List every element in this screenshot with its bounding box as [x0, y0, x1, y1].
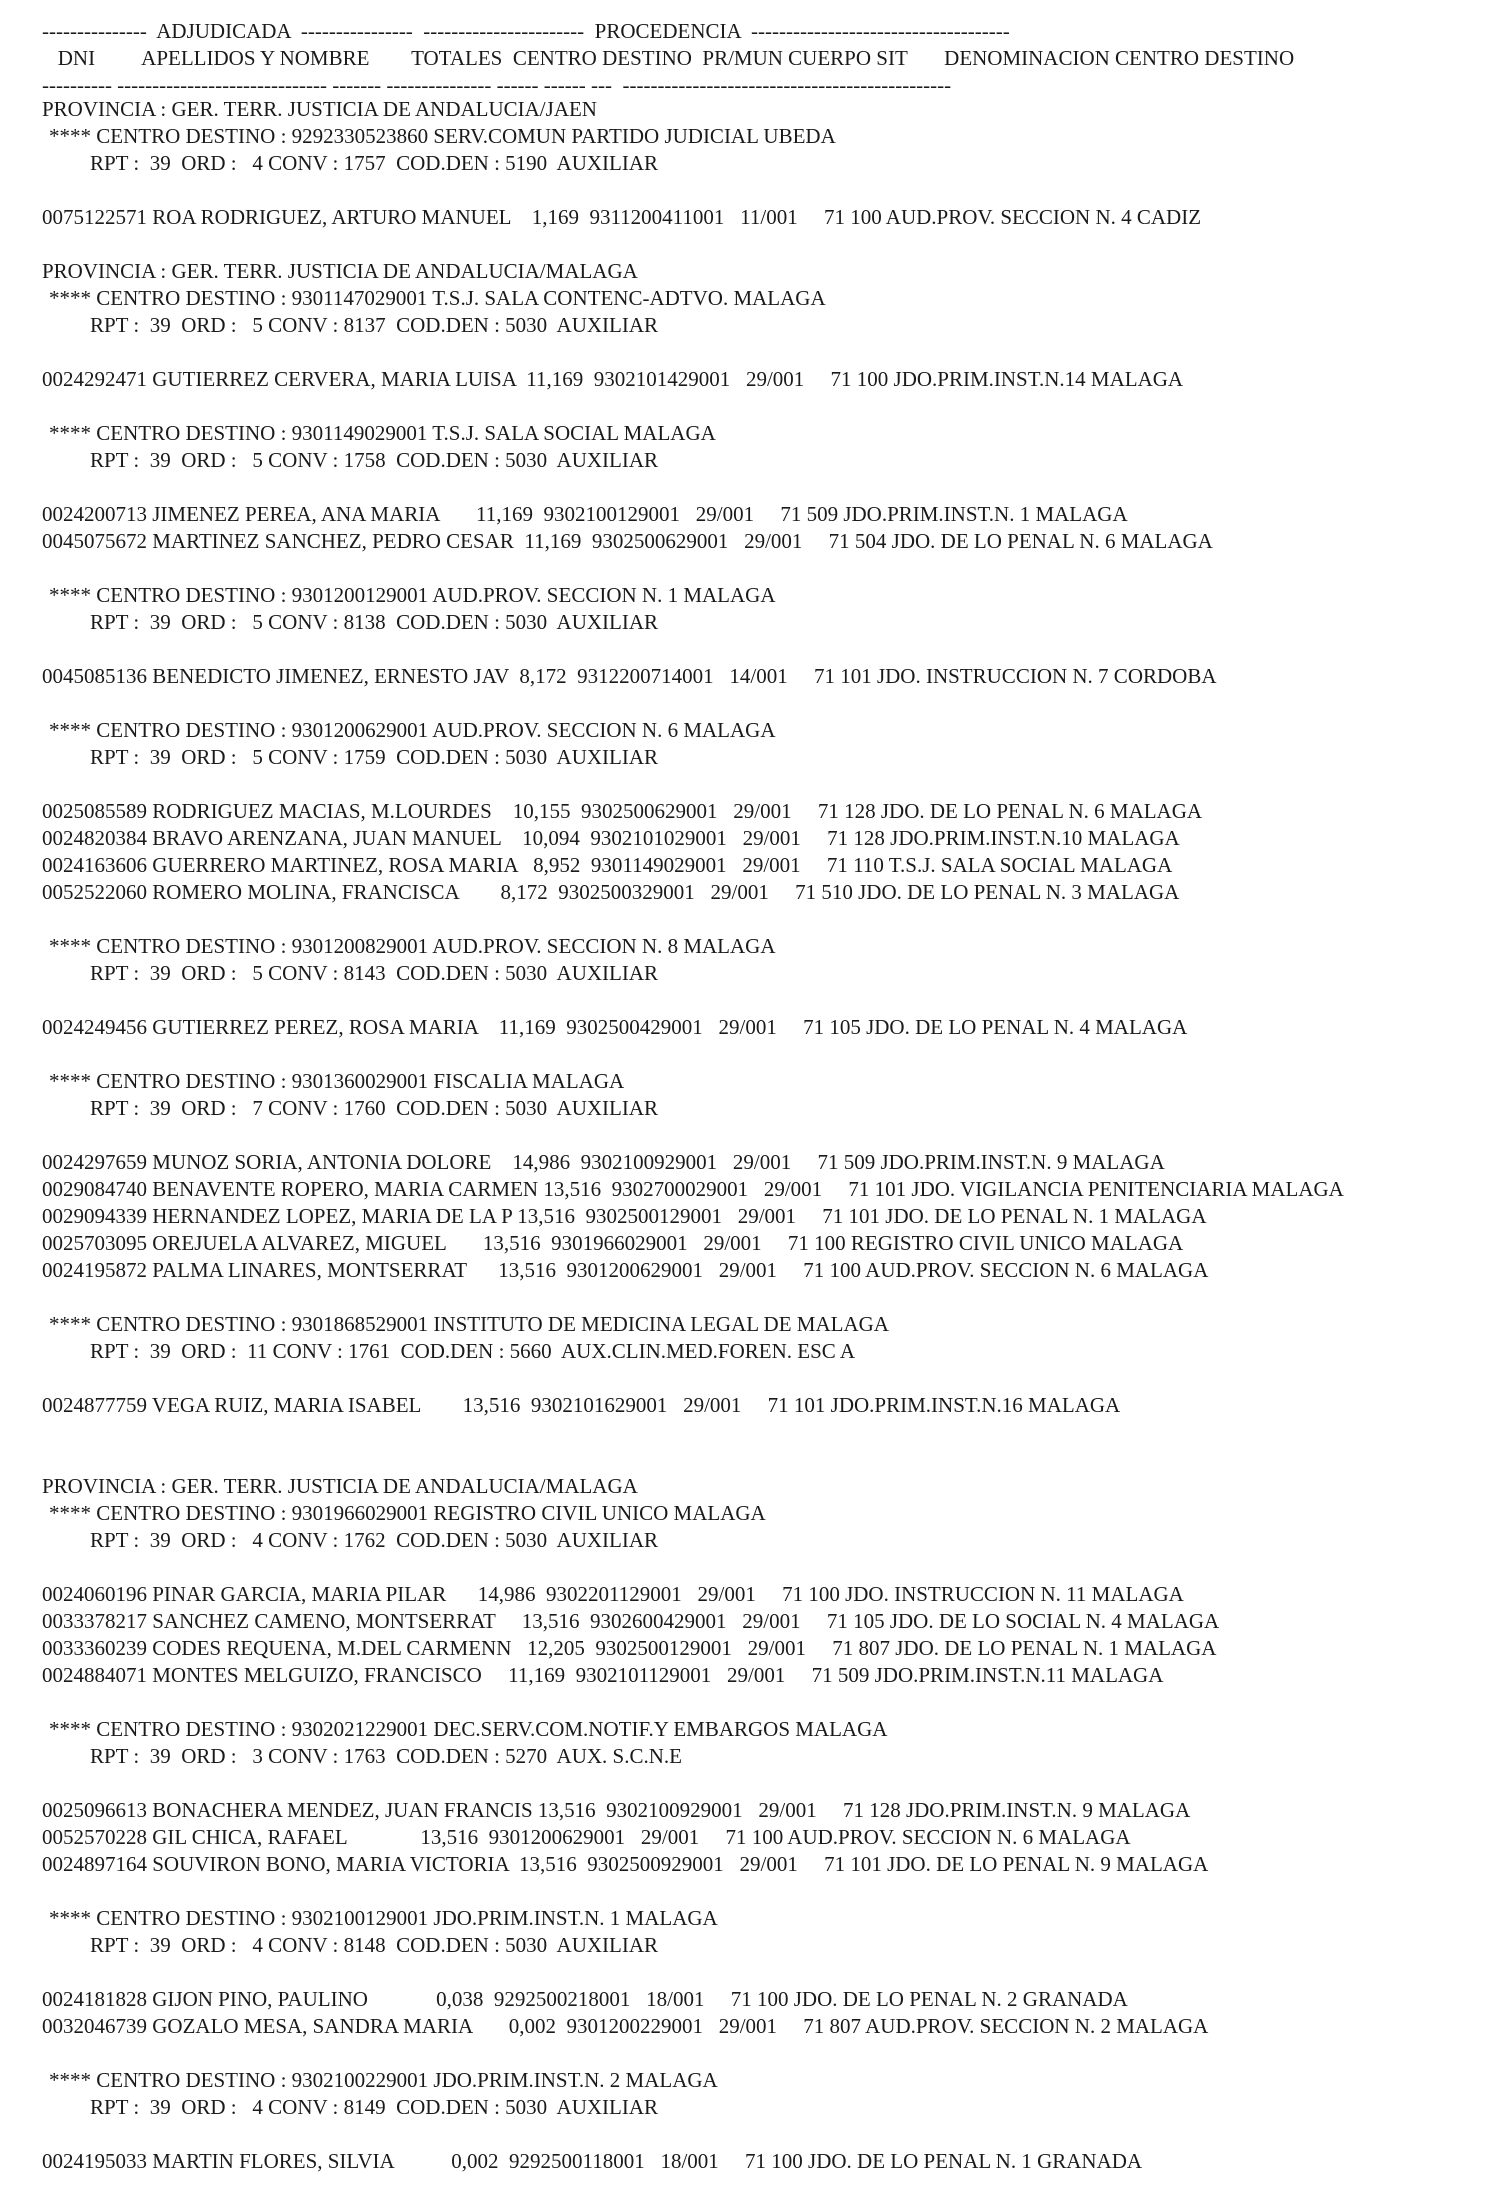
record-row: 0025085589 RODRIGUEZ MACIAS, M.LOURDES 10,155 9302500629001 29/001 71 128 JDO. DE LO PENAL N. 6 MALAGA — [42, 799, 1203, 823]
record-row: 0024181828 GIJON PINO, PAULINO 0,038 9292500218001 18/001 71 100 JDO. DE LO PENAL N. 2 GRANADA — [42, 1987, 1128, 2011]
centro-destino-heading: **** CENTRO DESTINO : 9301200629001 AUD.PROV. SECCION N. 6 MALAGA — [49, 718, 776, 742]
spacer — [42, 2121, 1492, 2148]
rpt-info-line: RPT : 39 ORD : 5 CONV : 8137 COD.DEN : 5030 AUXILIAR — [90, 313, 659, 337]
centro-destino-heading: **** CENTRO DESTINO : 9301200829001 AUD.PROV. SECCION N. 8 MALAGA — [49, 934, 776, 958]
rpt-info-line: RPT : 39 ORD : 4 CONV : 1757 COD.DEN : 5190 AUXILIAR — [90, 151, 659, 175]
spacer — [42, 1419, 1492, 1473]
rpt-info-line: RPT : 39 ORD : 11 CONV : 1761 COD.DEN : 5660 AUX.CLIN.MED.FOREN. ESC A — [90, 1339, 856, 1363]
rpt-info-line: RPT : 39 ORD : 5 CONV : 1758 COD.DEN : 5030 AUXILIAR — [90, 448, 659, 472]
record-row: 0024877759 VEGA RUIZ, MARIA ISABEL 13,516 9302101629001 29/001 71 101 JDO.PRIM.INST.N.16 MALAGA — [42, 1393, 1121, 1417]
centro-destino-heading: **** CENTRO DESTINO : 9301966029001 REGISTRO CIVIL UNICO MALAGA — [49, 1501, 766, 1525]
centro-destino-heading: **** CENTRO DESTINO : 9302100129001 JDO.PRIM.INST.N. 1 MALAGA — [49, 1906, 718, 1930]
spacer — [42, 1365, 1492, 1392]
spacer — [42, 555, 1492, 582]
record-row: 0024200713 JIMENEZ PEREA, ANA MARIA 11,169 9302100129001 29/001 71 509 JDO.PRIM.INST.N. 1 MALAGA — [42, 502, 1128, 526]
provincia-heading: PROVINCIA : GER. TERR. JUSTICIA DE ANDALUCIA/MALAGA — [42, 1474, 638, 1498]
header-group-line: --------------- ADJUDICADA ---------------- ----------------------- PROCEDENCIA ------------------------------------- — [42, 19, 1010, 43]
centro-destino-heading: **** CENTRO DESTINO : 9292330523860 SERV.COMUN PARTIDO JUDICIAL UBEDA — [49, 124, 836, 148]
header-columns-line: DNI APELLIDOS Y NOMBRE TOTALES CENTRO DESTINO PR/MUN CUERPO SIT DENOMINACION CENTRO DESTINO — [42, 46, 1295, 70]
spacer — [42, 393, 1492, 420]
spacer — [42, 771, 1492, 798]
spacer — [42, 1554, 1492, 1581]
record-row: 0024163606 GUERRERO MARTINEZ, ROSA MARIA 8,952 9301149029001 29/001 71 110 T.S.J. SALA SOCIAL MALAGA — [42, 853, 1173, 877]
record-row: 0024820384 BRAVO ARENZANA, JUAN MANUEL 10,094 9302101029001 29/001 71 128 JDO.PRIM.INST.N.10 MALAGA — [42, 826, 1180, 850]
record-row: 0045075672 MARTINEZ SANCHEZ, PEDRO CESAR 11,169 9302500629001 29/001 71 504 JDO. DE LO PENAL N. 6 MALAGA — [42, 529, 1213, 553]
record-row: 0029084740 BENAVENTE ROPERO, MARIA CARMEN 13,516 9302700029001 29/001 71 101 JDO. VIGILANCIA PENITENCIARIA MALAGA — [42, 1177, 1344, 1201]
spacer — [42, 231, 1492, 258]
spacer — [42, 339, 1492, 366]
rpt-info-line: RPT : 39 ORD : 4 CONV : 8149 COD.DEN : 5030 AUXILIAR — [90, 2095, 659, 2119]
spacer — [42, 1770, 1492, 1797]
record-row: 0033378217 SANCHEZ CAMENO, MONTSERRAT 13,516 9302600429001 29/001 71 105 JDO. DE LO SOCIAL N. 4 MALAGA — [42, 1609, 1220, 1633]
centro-destino-heading: **** CENTRO DESTINO : 9301200129001 AUD.PROV. SECCION N. 1 MALAGA — [49, 583, 776, 607]
centro-destino-heading: **** CENTRO DESTINO : 9301360029001 FISCALIA MALAGA — [49, 1069, 625, 1093]
provincia-heading: PROVINCIA : GER. TERR. JUSTICIA DE ANDALUCIA/MALAGA — [42, 259, 638, 283]
record-row: 0025096613 BONACHERA MENDEZ, JUAN FRANCIS 13,516 9302100929001 29/001 71 128 JDO.PRIM.INST.N. 9 MALAGA — [42, 1798, 1191, 1822]
spacer — [42, 636, 1492, 663]
spacer — [42, 177, 1492, 204]
rpt-info-line: RPT : 39 ORD : 5 CONV : 1759 COD.DEN : 5030 AUXILIAR — [90, 745, 659, 769]
record-row: 0024195033 MARTIN FLORES, SILVIA 0,002 9292500118001 18/001 71 100 JDO. DE LO PENAL N. 1 GRANADA — [42, 2149, 1143, 2173]
record-row: 0045085136 BENEDICTO JIMENEZ, ERNESTO JAV 8,172 9312200714001 14/001 71 101 JDO. INSTRUCCION N. 7 CORDOBA — [42, 664, 1217, 688]
record-row: 0024195872 PALMA LINARES, MONTSERRAT 13,516 9301200629001 29/001 71 100 AUD.PROV. SECCION N. 6 MALAGA — [42, 1258, 1209, 1282]
record-row: 0052570228 GIL CHICA, RAFAEL 13,516 9301200629001 29/001 71 100 AUD.PROV. SECCION N. 6 MALAGA — [42, 1825, 1131, 1849]
spacer — [42, 2040, 1492, 2067]
centro-destino-heading: **** CENTRO DESTINO : 9302100229001 JDO.PRIM.INST.N. 2 MALAGA — [49, 2068, 718, 2092]
record-row: 0024292471 GUTIERREZ CERVERA, MARIA LUISA 11,169 9302101429001 29/001 71 100 JDO.PRIM.INST.N.14 MALAGA — [42, 367, 1184, 391]
record-row: 0025703095 OREJUELA ALVAREZ, MIGUEL 13,516 9301966029001 29/001 71 100 REGISTRO CIVIL UNICO MALAGA — [42, 1231, 1184, 1255]
provincia-heading: PROVINCIA : GER. TERR. JUSTICIA DE ANDALUCIA/JAEN — [42, 97, 597, 121]
spacer — [42, 1689, 1492, 1716]
record-row: 0024297659 MUNOZ SORIA, ANTONIA DOLORE 14,986 9302100929001 29/001 71 509 JDO.PRIM.INST.N. 9 MALAGA — [42, 1150, 1165, 1174]
spacer — [42, 987, 1492, 1014]
rpt-info-line: RPT : 39 ORD : 7 CONV : 1760 COD.DEN : 5030 AUXILIAR — [90, 1096, 659, 1120]
record-row: 0052522060 ROMERO MOLINA, FRANCISCA 8,172 9302500329001 29/001 71 510 JDO. DE LO PENAL N. 3 MALAGA — [42, 880, 1180, 904]
rpt-info-line: RPT : 39 ORD : 5 CONV : 8143 COD.DEN : 5030 AUXILIAR — [90, 961, 659, 985]
record-row: 0075122571 ROA RODRIGUEZ, ARTURO MANUEL 1,169 9311200411001 11/001 71 100 AUD.PROV. SECCION N. 4 CADIZ — [42, 205, 1202, 229]
spacer — [42, 1959, 1492, 1986]
spacer — [42, 474, 1492, 501]
record-row: 0033360239 CODES REQUENA, M.DEL CARMENN 12,205 9302500129001 29/001 71 807 JDO. DE LO PENAL N. 1 MALAGA — [42, 1636, 1217, 1660]
record-row: 0032046739 GOZALO MESA, SANDRA MARIA 0,002 9301200229001 29/001 71 807 AUD.PROV. SECCION N. 2 MALAGA — [42, 2014, 1209, 2038]
spacer — [42, 1041, 1492, 1068]
spacer — [42, 1122, 1492, 1149]
header-rule: ---------- ------------------------------ ------- --------------- ------ ------ --- ----------------------------------------------- — [42, 73, 952, 96]
record-row: 0029094339 HERNANDEZ LOPEZ, MARIA DE LA P 13,516 9302500129001 29/001 71 101 JDO. DE LO PENAL N. 1 MALAGA — [42, 1204, 1207, 1228]
rpt-info-line: RPT : 39 ORD : 4 CONV : 1762 COD.DEN : 5030 AUXILIAR — [90, 1528, 659, 1552]
record-row: 0024249456 GUTIERREZ PEREZ, ROSA MARIA 11,169 9302500429001 29/001 71 105 JDO. DE LO PENAL N. 4 MALAGA — [42, 1015, 1188, 1039]
document-page — [42, 18, 1492, 2175]
spacer — [42, 690, 1492, 717]
rpt-info-line: RPT : 39 ORD : 5 CONV : 8138 COD.DEN : 5030 AUXILIAR — [90, 610, 659, 634]
record-row: 0024060196 PINAR GARCIA, MARIA PILAR 14,986 9302201129001 29/001 71 100 JDO. INSTRUCCION N. 11 MALAGA — [42, 1582, 1184, 1606]
record-row: 0024884071 MONTES MELGUIZO, FRANCISCO 11,169 9302101129001 29/001 71 509 JDO.PRIM.INST.N.11 MALAGA — [42, 1663, 1164, 1687]
rpt-info-line: RPT : 39 ORD : 4 CONV : 8148 COD.DEN : 5030 AUXILIAR — [90, 1933, 659, 1957]
record-row: 0024897164 SOUVIRON BONO, MARIA VICTORIA 13,516 9302500929001 29/001 71 101 JDO. DE LO PENAL N. 9 MALAGA — [42, 1852, 1209, 1876]
centro-destino-heading: **** CENTRO DESTINO : 9301868529001 INSTITUTO DE MEDICINA LEGAL DE MALAGA — [49, 1312, 889, 1336]
document-body — [42, 96, 1492, 2175]
rpt-info-line: RPT : 39 ORD : 3 CONV : 1763 COD.DEN : 5270 AUX. S.C.N.E — [90, 1744, 682, 1768]
spacer — [42, 1284, 1492, 1311]
spacer — [42, 1878, 1492, 1905]
centro-destino-heading: **** CENTRO DESTINO : 9302021229001 DEC.SERV.COM.NOTIF.Y EMBARGOS MALAGA — [49, 1717, 888, 1741]
centro-destino-heading: **** CENTRO DESTINO : 9301147029001 T.S.J. SALA CONTENC-ADTVO. MALAGA — [49, 286, 826, 310]
centro-destino-heading: **** CENTRO DESTINO : 9301149029001 T.S.J. SALA SOCIAL MALAGA — [49, 421, 716, 445]
spacer — [42, 906, 1492, 933]
